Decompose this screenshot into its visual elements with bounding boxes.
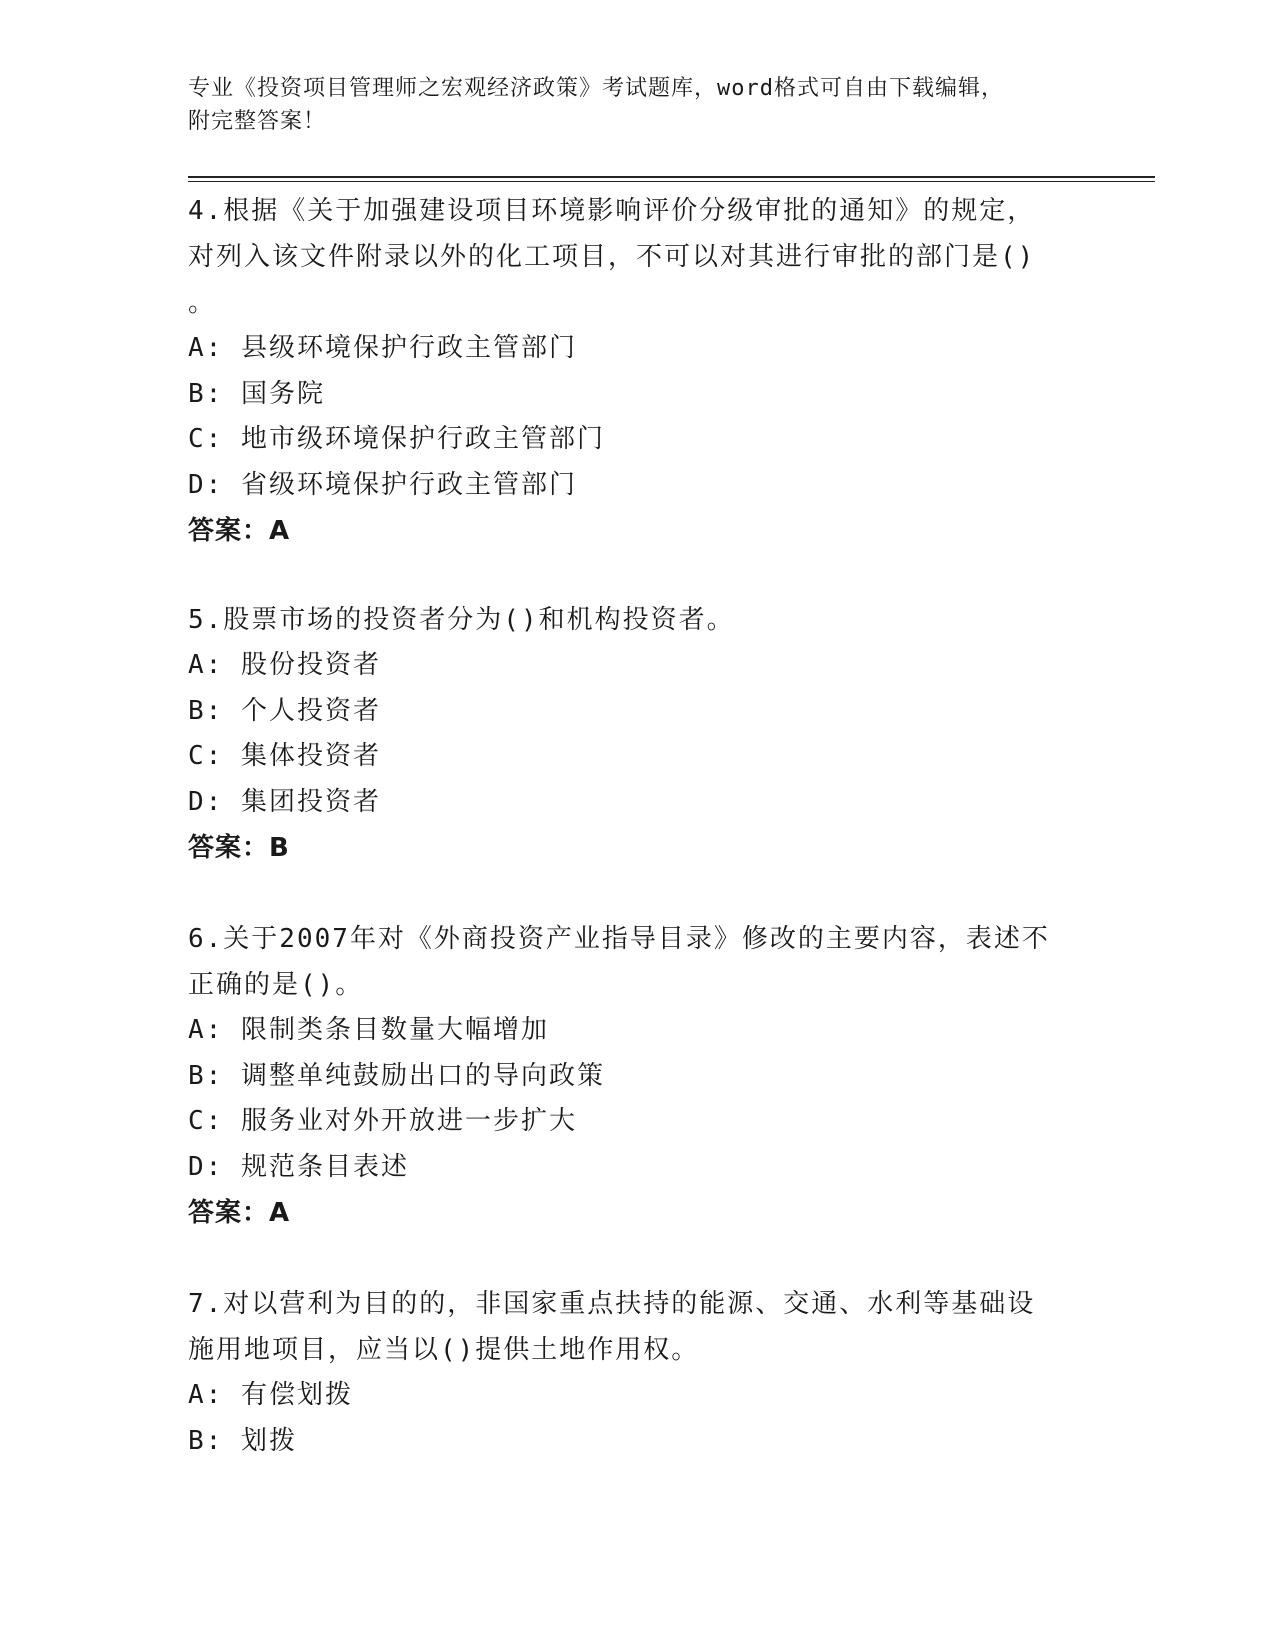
option-c: C: 服务业对外开放进一步扩大: [188, 1106, 577, 1136]
option-b: B: 个人投资者: [188, 695, 381, 726]
header-line: 附完整答案！: [188, 109, 327, 134]
question-stem-line: 6.关于2007年对《外商投资产业指导目录》修改的主要内容，表述不: [188, 924, 1050, 954]
answer-line: 答案：A: [188, 516, 291, 546]
option-b: B: 调整单纯鼓励出口的导向政策: [188, 1060, 605, 1091]
question-stem-line: 施用地项目，应当以()提供土地作用权。: [188, 1335, 700, 1365]
option-b: B: 划拨: [188, 1425, 297, 1456]
question-stem-line: 4.根据《关于加强建设项目环境影响评价分级审批的通知》的规定，: [188, 196, 1036, 226]
question-stem-line: 对列入该文件附录以外的化工项目，不可以对其进行审批的部门是(): [188, 242, 1036, 272]
question-stem-line: 5.股票市场的投资者分为()和机构投资者。: [188, 605, 735, 635]
option-d: D: 集团投资者: [188, 786, 381, 817]
question-7: [188, 1281, 1068, 1464]
option-a: A: 县级环境保护行政主管部门: [188, 333, 577, 363]
question-stem-line: 7.对以营利为目的的，非国家重点扶持的能源、交通、水利等基础设: [188, 1289, 1036, 1319]
option-d: D: 省级环境保护行政主管部门: [188, 469, 577, 500]
question-5: [188, 597, 1068, 871]
header-divider: [188, 176, 1155, 182]
option-c: C: 集体投资者: [188, 741, 381, 771]
option-a: A: 限制类条目数量大幅增加: [188, 1015, 549, 1045]
option-d: D: 规范条目表述: [188, 1151, 409, 1182]
question-stem-line: 。: [188, 288, 217, 318]
question-4: [188, 188, 1068, 554]
answer-line: 答案：A: [188, 1198, 291, 1228]
question-stem-line: 正确的是()。: [188, 970, 364, 1000]
question-6: [188, 916, 1068, 1236]
option-a: A: 有偿划拨: [188, 1380, 353, 1410]
header-line: 专业《投资项目管理师之宏观经济政策》考试题库，word格式可自由下载编辑，: [188, 76, 1004, 101]
option-c: C: 地市级环境保护行政主管部门: [188, 424, 605, 454]
document-header: [188, 72, 1068, 138]
answer-line: 答案：B: [188, 833, 290, 863]
option-a: A: 股份投资者: [188, 650, 381, 680]
option-b: B: 国务院: [188, 378, 325, 409]
